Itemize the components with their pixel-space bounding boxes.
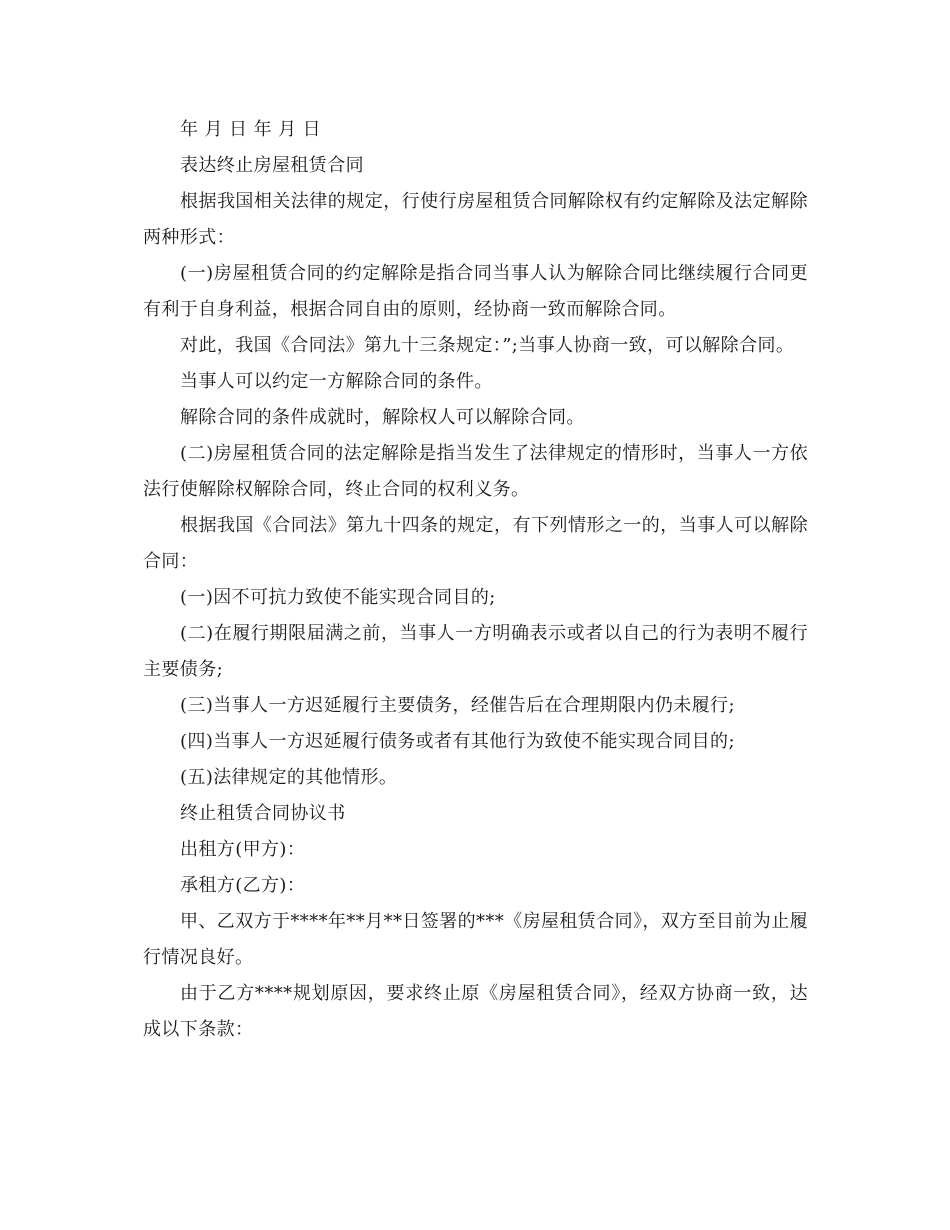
list-item: (三)当事人一方迟延履行主要债务，经催告后在合理期限内仍未履行; bbox=[180, 695, 735, 716]
lessee-line: 承租方(乙方)： bbox=[180, 875, 306, 896]
section-heading: 表达终止房屋租赁合同 bbox=[180, 155, 364, 176]
paragraph: 由于乙方****规划原因，要求终止原《房屋租赁合同》，经双方协商一致，达成以下条款： bbox=[143, 983, 808, 1040]
date-line: 年 月 日 年 月 日 bbox=[180, 119, 322, 140]
agreement-title: 终止租赁合同协议书 bbox=[180, 803, 346, 824]
document-body bbox=[143, 112, 808, 1048]
list-item: (一)因不可抗力致使不能实现合同目的; bbox=[180, 587, 496, 608]
paragraph: 对此，我国《合同法》第九十三条规定：”;当事人协商一致，可以解除合同。 bbox=[180, 335, 795, 356]
paragraph: 甲、乙双方于****年**月**日签署的***《房屋租赁合同》，双方至目前为止履行情况良好。 bbox=[143, 911, 808, 968]
lessor-line: 出租方(甲方)： bbox=[180, 839, 306, 860]
list-item: (五)法律规定的其他情形。 bbox=[180, 767, 398, 788]
list-item: (二)在履行期限届满之前，当事人一方明确表示或者以自己的行为表明不履行主要债务; bbox=[143, 623, 808, 680]
paragraph: 解除合同的条件成就时，解除权人可以解除合同。 bbox=[180, 407, 585, 428]
paragraph: (二)房屋租赁合同的法定解除是指当发生了法律规定的情形时，当事人一方依法行使解除权解除合同，终止合同的权利义务。 bbox=[143, 443, 808, 500]
list-item: (四)当事人一方迟延履行债务或者有其他行为致使不能实现合同目的; bbox=[180, 731, 735, 752]
paragraph: 当事人可以约定一方解除合同的条件。 bbox=[180, 371, 493, 392]
paragraph: (一)房屋租赁合同的约定解除是指合同当事人认为解除合同比继续履行合同更有利于自身利益，根据合同自由的原则，经协商一致而解除合同。 bbox=[143, 263, 808, 320]
paragraph: 根据我国《合同法》第九十四条的规定，有下列情形之一的，当事人可以解除合同： bbox=[143, 515, 808, 572]
paragraph: 根据我国相关法律的规定，行使行房屋租赁合同解除权有约定解除及法定解除两种形式： bbox=[143, 191, 808, 248]
